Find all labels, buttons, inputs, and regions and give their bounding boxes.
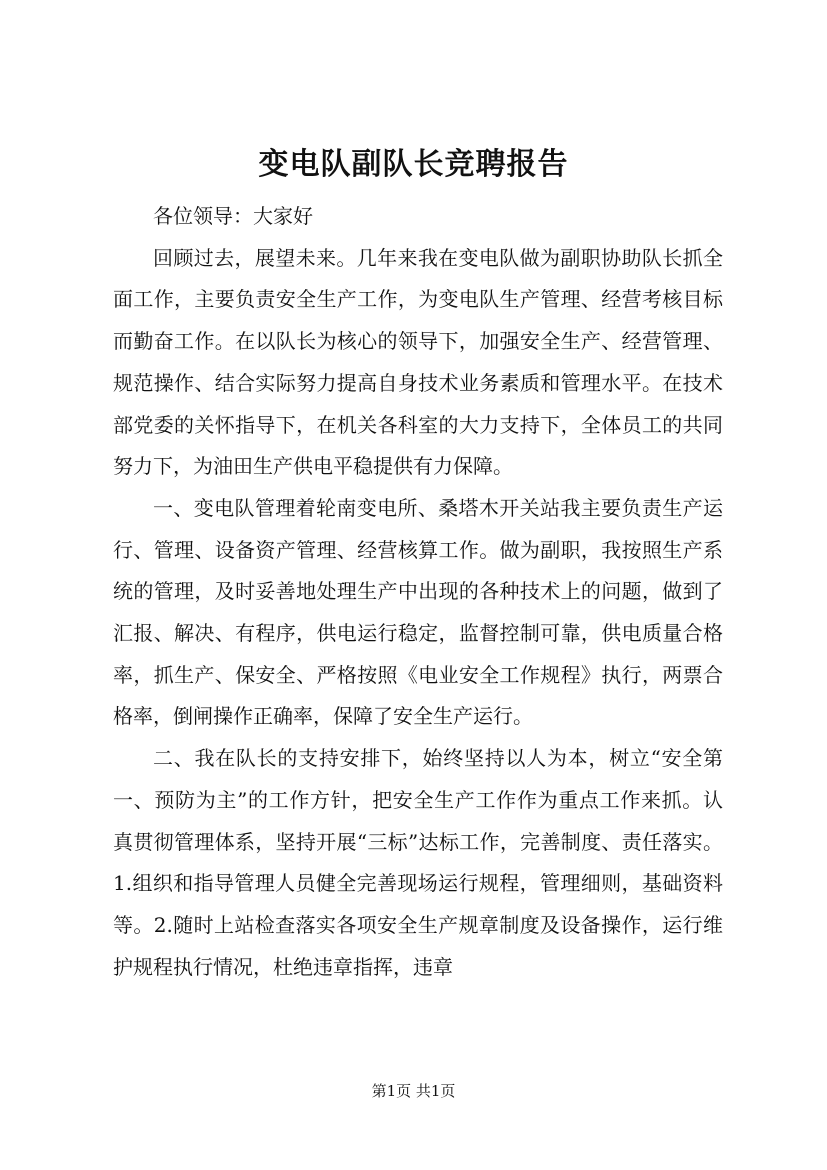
document-body [113,196,723,988]
paragraph-1: 回顾过去，展望未来。几年来我在变电队做为副职协助队长抓全面工作，主要负责安全生产工作，为变电队生产管理、经营考核目标而勤奋工作。在以队长为核心的领导下，加强安全生产、经营管理、规范操作、结合实际努力提高自身技术业务素质和管理水平。在技术部党委的关怀指导下，在机关各科室的大力支持下，全体员工的共同努力下，为油田生产供电平稳提供有力保障。 [113,245,723,479]
paragraph-2: 一、变电队管理着轮南变电所、桑塔木开关站我主要负责生产运行、管理、设备资产管理、经营核算工作。做为副职，我按照生产系统的管理，及时妥善地处理生产中出现的各种技术上的问题，做到了汇报、解决、有程序，供电运行稳定，监督控制可靠，供电质量合格率，抓生产、保安全、严格按照《电业安全工作规程》执行，两票合格率，倒闸操作正确率，保障了安全生产运行。 [113,495,723,729]
page-number-footer: 第1页 共1页 [371,1082,456,1100]
paragraph-3: 二、我在队长的支持安排下，始终坚持以人为本，树立“安全第一、预防为主”的工作方针，把安全生产工作作为重点工作来抓。认真贯彻管理体系，坚持开展“三标”达标工作，完善制度、责任落实。 1.组织和指导管理人员健全完善现场运行规程，管理细则，基础资料等。2.随时上站检查落实各项安全生产规章制度及设备操作，运行维护规程执行情况，杜绝违章指挥，违章 [113,746,723,979]
document-title: 变电队副队长竞聘报告 [258,147,569,182]
greeting-line: 各位领导：大家好 [153,204,313,228]
